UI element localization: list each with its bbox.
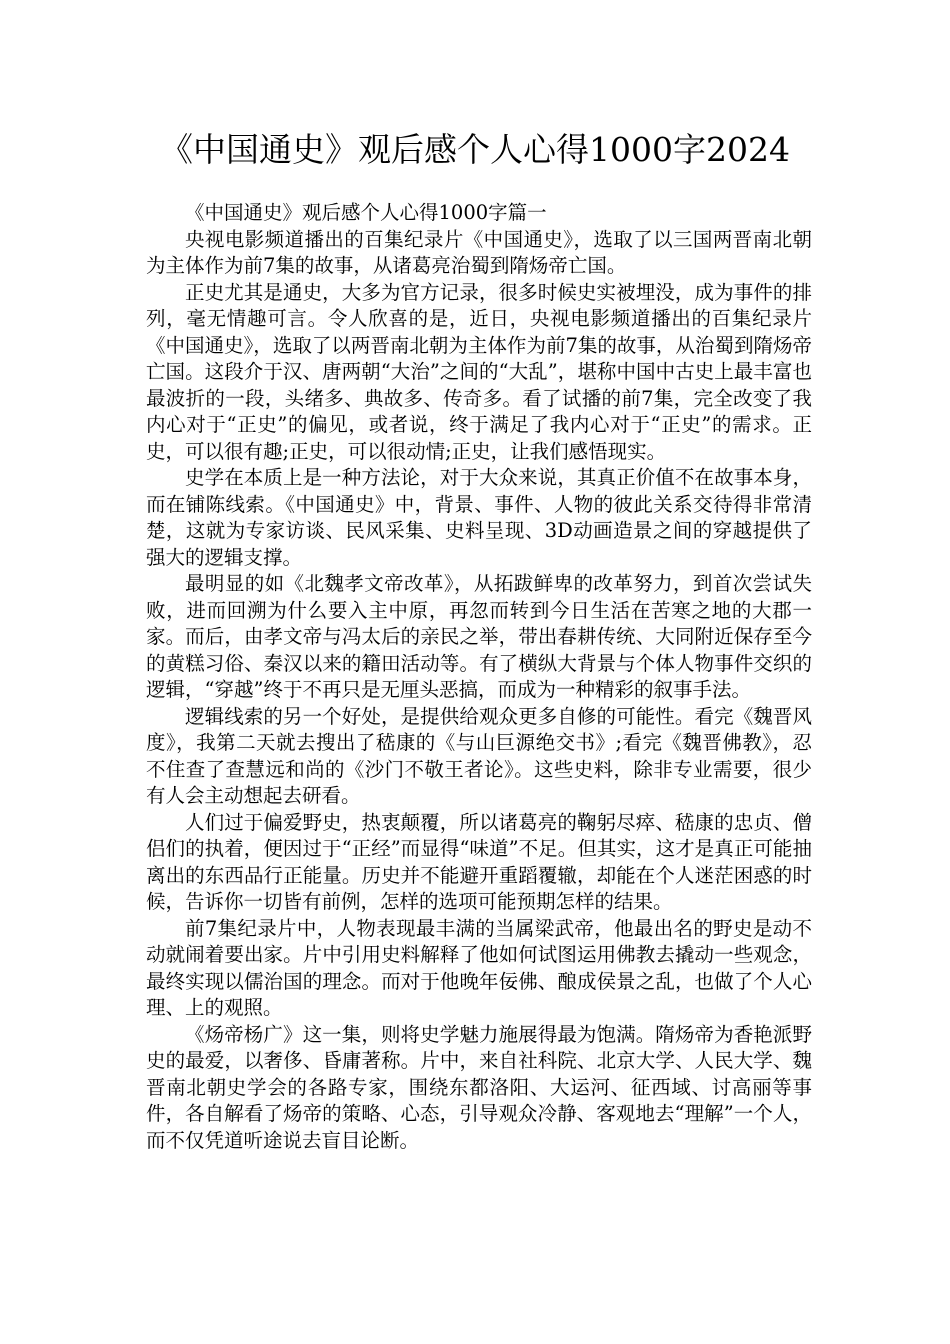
paragraph: 央视电影频道播出的百集纪录片《中国通史》，选取了以三国两晋南北朝为主体作为前7集的故事，从诸葛亮治蜀到隋炀帝亡国。 <box>146 227 812 277</box>
paragraph: 前7集纪录片中，人物表现最丰满的当属梁武帝，他最出名的野史是动不动就闹着要出家。片中引用史料解释了他如何试图运用佛教去撬动一些观念，最终实现以儒治国的理念。而对于他晚年佞佛、酿成侯景之乱，也做了个人心理、上的观照。 <box>146 916 812 1019</box>
paragraph: 史学在本质上是一种方法论，对于大众来说，其真正价值不在故事本身，而在铺陈线索。《中国通史》中，背景、事件、人物的彼此关系交待得非常清楚，这就为专家访谈、民风采集、史料呈现、3D动画造景之间的穿越提供了强大的逻辑支撑。 <box>146 466 812 569</box>
paragraph: 最明显的如《北魏孝文帝改革》，从拓跋鲜卑的改革努力，到首次尝试失败，进而回溯为什么要入主中原，再忽而转到今日生活在苦寒之地的大郡一家。而后，由孝文帝与冯太后的亲民之举，带出春耕传统、大同附近保存至今的黄糕习俗、秦汉以来的籍田活动等。有了横纵大背景与个体人物事件交织的逻辑，“穿越”终于不再只是无厘头恶搞，而成为一种精彩的叙事手法。 <box>146 572 812 701</box>
document-title: 《中国通史》观后感个人心得1000字2024 <box>160 130 790 169</box>
paragraph: 正史尤其是通史，大多为官方记录，很多时候史实被埋没，成为事件的排列，毫无情趣可言。令人欣喜的是，近日，央视电影频道播出的百集纪录片《中国通史》，选取了以两晋南北朝为主体作为前7集的故事，从治蜀到隋炀帝亡国。这段介于汉、唐两朝“大治”之间的“大乱”，堪称中国中古史上最丰富也最波折的一段，头绪多、典故多、传奇多。看了试播的前7集，完全改变了我内心对于“正史”的偏见，或者说，终于满足了我内心对于“正史”的需求。正史，可以很有趣;正史，可以很动情;正史，让我们感悟现实。 <box>146 280 812 463</box>
section-heading: 《中国通史》观后感个人心得1000字篇一 <box>185 201 547 224</box>
paragraph: 逻辑线索的另一个好处，是提供给观众更多自修的可能性。看完《魏晋风度》，我第二天就去搜出了嵇康的《与山巨源绝交书》;看完《魏晋佛教》，忍不住查了查慧远和尚的《沙门不敬王者论》。这些史料，除非专业需要，很少有人会主动想起去研看。 <box>146 704 812 807</box>
document-body <box>146 200 812 1154</box>
paragraph: 人们过于偏爱野史，热衷颠覆，所以诸葛亮的鞠躬尽瘁、嵇康的忠贞、僧侣们的执着，便因过于“正经”而显得“味道”不足。但其实，这才是真正可能抽离出的东西品行正能量。历史并不能避开重蹈覆辙，却能在个人迷茫困惑的时候，告诉你一切皆有前例，怎样的选项可能预期怎样的结果。 <box>146 810 812 913</box>
paragraph: 《炀帝杨广》这一集，则将史学魅力施展得最为饱满。隋炀帝为香艳派野史的最爱，以奢侈、昏庸著称。片中，来自社科院、北京大学、人民大学、魏晋南北朝史学会的各路专家，围绕东都洛阳、大运河、征西域、讨高丽等事件，各自解看了炀帝的策略、心态，引导观众冷静、客观地去“理解”一个人，而不仅凭道听途说去盲目论断。 <box>146 1022 812 1152</box>
